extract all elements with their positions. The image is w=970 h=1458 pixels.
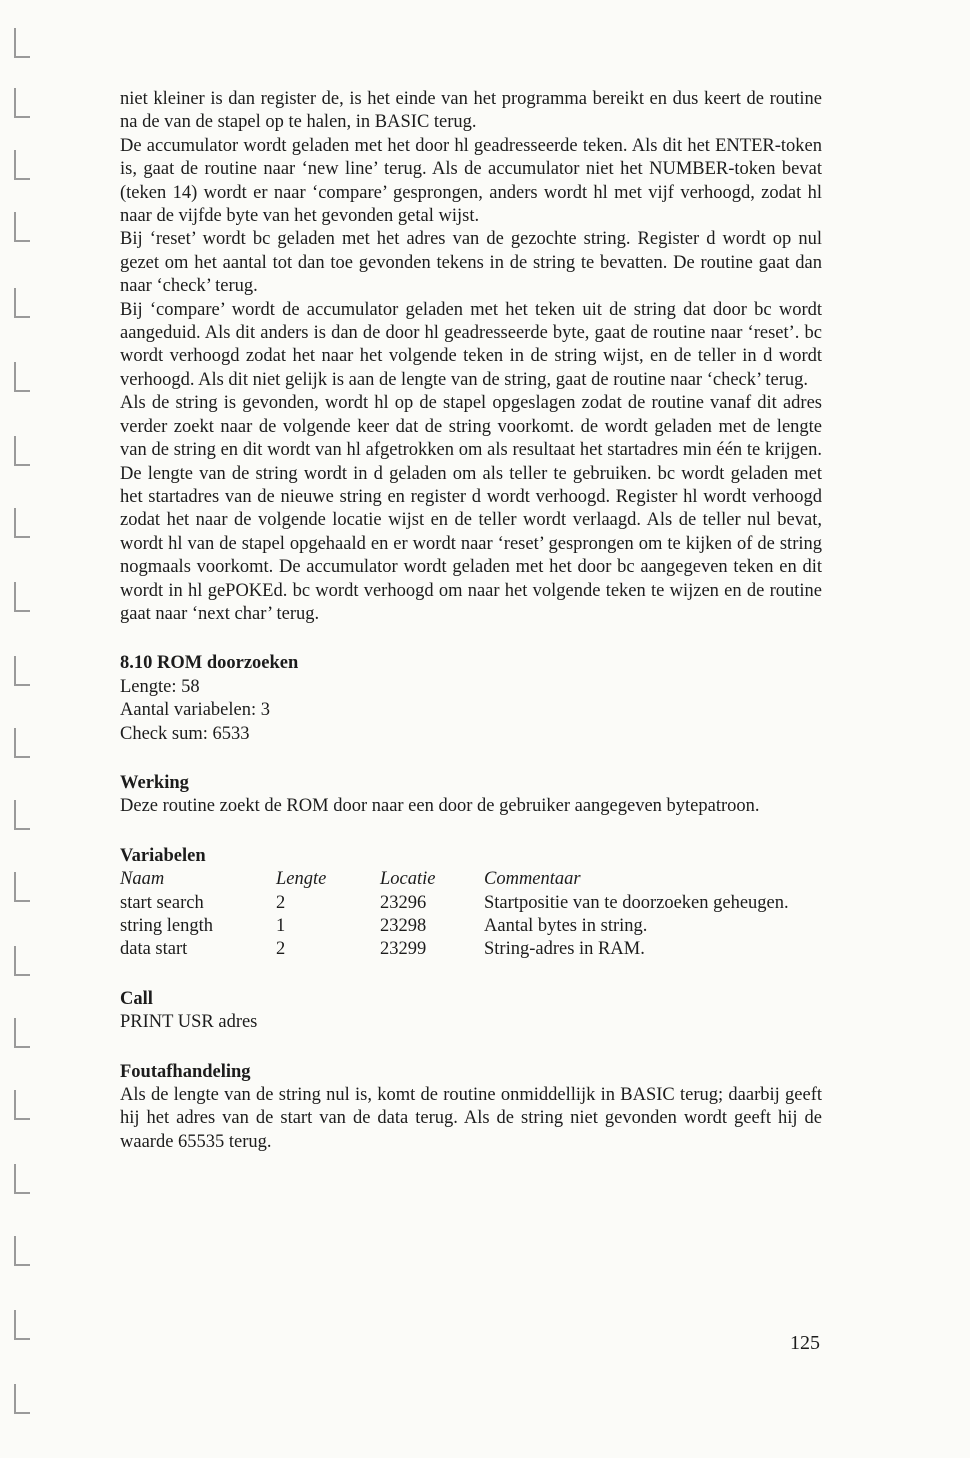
- werking-text: Deze routine zoekt de ROM door naar een door de gebruiker aangegeven bytepatroon.: [120, 796, 760, 817]
- table-header-row: [120, 868, 822, 891]
- paragraph: Als de string is gevonden, wordt hl op de stapel opgeslagen zodat de routine vanaf dit adres verder zoekt naar de volgende keer dat de string voorkomt. de wordt geladen met de lengte van de string en dit wordt van hl afgetrokken om als resultaat het startadres min één te krijgen. De lengte van de string wordt in d geladen om als teller te gebruiken. bc wordt geladen met het startadres van de nieuwe string en register d wordt verhoogd. Register hl wordt verhoogd zodat het naar de volgende locatie wijst en de teller wordt verlaagd. Als de teller nul bevat, wordt hl van de stapel opgehaald en er wordt naar ‘reset’ gesprongen om te kijken of de string nogmaals voorkomt. De accumulator wordt geladen met het door bc aangegeven teken en dit wordt in hl gePOKEd. bc wordt verhoogd om naar het volgende teken te wijzen en de routine gaat naar ‘next char’ terug.: [120, 393, 822, 624]
- paragraph: De accumulator wordt geladen met het door hl geadresseerde teken. Als dit het ENTER-token is, gaat de routine naar ‘new line’ terug. Als de accumulator niet het NUMBER-token bevat (teken 14) wordt er naar ‘compare’ gesprongen, anders wordt hl met vijf verhoogd, zodat hl naar de vijfde byte van het gevonden getal wijst.: [120, 135, 822, 227]
- cell-commentaar: Aantal bytes in string.: [484, 916, 648, 936]
- cell-naam: data start: [120, 939, 188, 960]
- foutafhandeling-heading: Foutafhandeling: [120, 1061, 251, 1082]
- table-row: [120, 892, 822, 915]
- section-title: 8.10 ROM doorzoeken: [120, 653, 299, 674]
- variables-table: [120, 868, 822, 962]
- cell-commentaar: Startpositie van te doorzoeken geheugen.: [484, 892, 789, 913]
- variabelen-heading: Variabelen: [120, 845, 206, 866]
- cell-naam: string length: [120, 916, 214, 936]
- cell-lengte: 2: [276, 939, 286, 960]
- body-text: [120, 88, 822, 626]
- meta-variable-count: Aantal variabelen: 3: [120, 700, 270, 721]
- column-header: Lengte: [276, 869, 327, 890]
- column-header: Locatie: [380, 869, 436, 890]
- column-header: Commentaar: [484, 869, 581, 890]
- call-text: PRINT USR adres: [120, 1012, 258, 1033]
- page-number: 125: [790, 1332, 820, 1354]
- cell-commentaar: String-adres in RAM.: [484, 939, 645, 960]
- cell-locatie: 23298: [380, 916, 427, 936]
- paragraph: Bij ‘reset’ wordt bc geladen met het adres van de gezochte string. Register d wordt op nul gezet om het aantal tot dan toe gevonden tekens in de string te bevatten. De routine gaat dan naar ‘check’ terug.: [120, 229, 822, 297]
- routine-header: [120, 652, 822, 746]
- cell-locatie: 23296: [380, 892, 427, 913]
- table-row: [120, 915, 822, 938]
- cell-naam: start search: [120, 892, 204, 913]
- variabelen-section: [120, 845, 822, 962]
- cell-lengte: 2: [276, 892, 286, 913]
- call-heading: Call: [120, 988, 153, 1009]
- meta-checksum: Check sum: 6533: [120, 723, 250, 744]
- paragraph: niet kleiner is dan register de, is het einde van het programma bereikt en dus keert de routine na de van de stapel op te halen, in BASIC terug.: [120, 89, 822, 133]
- column-header: Naam: [120, 869, 165, 890]
- cell-locatie: 23299: [380, 939, 427, 960]
- page-content: [120, 88, 822, 1154]
- foutafhandeling-text: Als de lengte van de string nul is, komt de routine onmiddellijk in BASIC terug; daarbij geeft hij het adres van de start van de data terug. Als de string niet gevonden wordt geeft hij de waarde 65535 terug.: [120, 1085, 822, 1152]
- meta-length: Lengte: 58: [120, 676, 200, 697]
- spiral-binding: [0, 0, 40, 1458]
- table-row: [120, 938, 822, 961]
- werking-section: [120, 772, 822, 819]
- paragraph: Bij ‘compare’ wordt de accumulator geladen met het teken uit de string dat door bc wordt aangeduid. Als dit anders is dan de door hl geadresseerde byte, gaat de routine naar ‘reset’. bc wordt verhoogd zodat het naar het volgende teken in de string wijst, en de teller in d wordt verhoogd. Als dit niet gelijk is aan de lengte van de string, gaat de routine naar ‘check’ terug.: [120, 299, 822, 390]
- foutafhandeling-section: [120, 1061, 822, 1155]
- cell-lengte: 1: [276, 916, 286, 936]
- call-section: [120, 988, 822, 1035]
- werking-heading: Werking: [120, 772, 189, 793]
